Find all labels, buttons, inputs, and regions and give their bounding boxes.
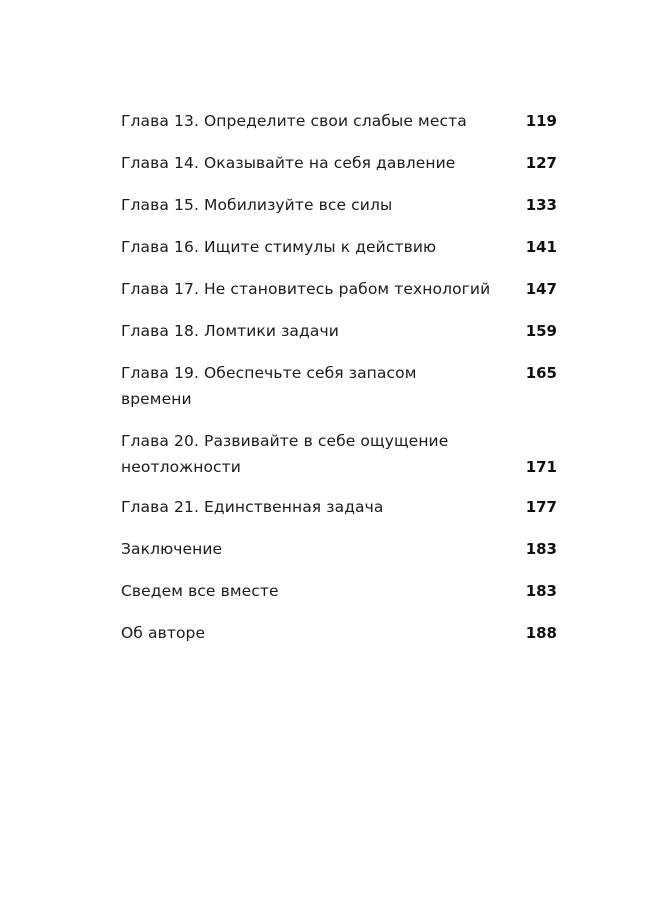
toc-entry-title: Глава 13. Определите свои слабые места [121,112,467,130]
toc-entry-page: 188 [525,624,557,642]
toc-entry-title: Об авторе [121,624,206,642]
toc-entry[interactable] [121,494,557,520]
toc-entry-title: Сведем все вместе [121,582,279,600]
toc-entry-page: 147 [525,280,557,298]
toc-entry[interactable] [121,318,557,344]
toc-entry-title: Глава 17. Не становитесь рабом технологий [121,280,491,298]
toc-entry-title: Глава 18. Ломтики задачи [121,322,339,340]
toc-entry-page: 141 [525,238,557,256]
toc-entry[interactable] [121,428,557,480]
toc-entry-page: 159 [525,322,557,340]
toc-entry-page: 171 [525,458,557,476]
toc-entry[interactable] [121,620,557,646]
toc-entry[interactable] [121,276,557,302]
toc-entry-title: Глава 21. Единственная задача [121,498,384,516]
toc-entry[interactable] [121,108,557,134]
toc-entry-title: Глава 16. Ищите стимулы к действию [121,238,437,256]
toc-entry[interactable] [121,150,557,176]
toc-entry[interactable] [121,234,557,260]
toc-entry-page: 177 [525,498,557,516]
toc-entry-page: 119 [525,112,557,130]
toc-entry[interactable] [121,192,557,218]
toc-entry[interactable] [121,578,557,604]
table-of-contents [121,108,557,662]
toc-entry-page: 183 [525,540,557,558]
toc-entry-title: Глава 15. Мобилизуйте все силы [121,196,393,214]
toc-entry-page: 183 [525,582,557,600]
toc-entry[interactable] [121,360,557,412]
toc-entry-title: Заключение [121,540,223,558]
toc-entry-title: Глава 14. Оказывайте на себя давление [121,154,456,172]
toc-entry-page: 165 [525,364,557,382]
toc-entry-page: 127 [525,154,557,172]
toc-entry-page: 133 [525,196,557,214]
toc-entry-title: Глава 19. Обеспечьте себя запасом времени [121,364,417,408]
toc-entry[interactable] [121,536,557,562]
toc-entry-title: Глава 20. Развивайте в себе ощущение неотложности [121,432,449,476]
